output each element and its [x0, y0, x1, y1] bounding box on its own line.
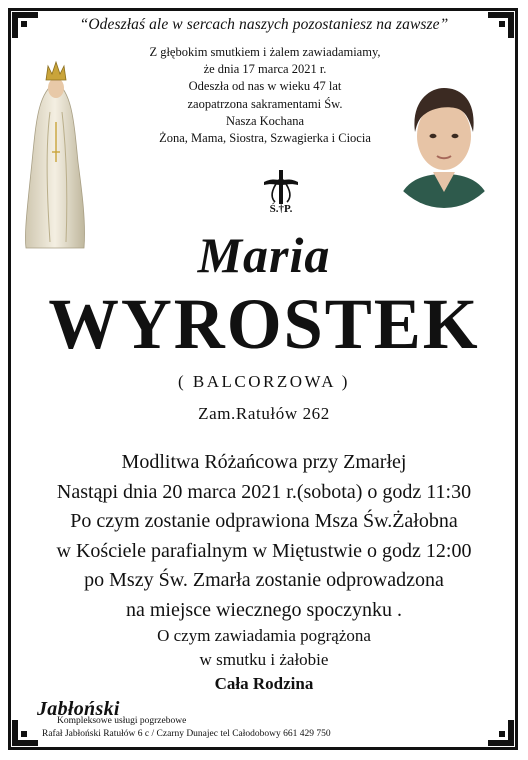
notice-line: O czym zawiadamia pogrążona: [157, 626, 371, 645]
notice-line: w smutku i żałobie: [199, 650, 329, 669]
ceremony-line: w Kościele parafialnym w Miętustwie o godz 12:00: [56, 539, 472, 562]
funeral-home-contact: Rafał Jabłoński Ratułów 6 c / Czarny Dunajec tel Całodobowy 661 429 750: [42, 729, 331, 739]
ceremony-line: Nastąpi dnia 20 marca 2021 r.(sobota) o godz 11:30: [56, 480, 472, 503]
announcement-line: Odeszła od nas w wieku 47 lat: [188, 79, 342, 94]
madonna-statue-image: [16, 52, 92, 252]
ceremony-details: [0, 448, 528, 625]
deceased-portrait-photo: [381, 66, 507, 208]
ceremony-line: Po czym zostanie odprawiona Msza Św.Żałobna: [70, 510, 458, 532]
ceremony-line: po Mszy Św. Zmarła zostanie odprowadzona: [84, 569, 444, 591]
deceased-surname: WYROSTEK: [48, 284, 480, 364]
corner-ornament: [488, 720, 514, 746]
announcement-line: Żona, Mama, Siostra, Szwagierka i Ciocia: [159, 131, 371, 146]
deceased-first-name: Maria: [197, 227, 331, 283]
announcement-line: zaopatrzona sakramentami Św.: [187, 96, 343, 111]
corner-ornament: [12, 720, 38, 746]
residence-address: Zam.Ratułów 262: [198, 404, 330, 423]
ceremony-line: Modlitwa Różańcowa przy Zmarłej: [121, 451, 407, 473]
funeral-home-logo: Jabłoński: [37, 698, 120, 720]
announcement-line: Nasza Kochana: [225, 113, 305, 128]
memorial-quote: “Odeszłaś ale w sercach naszych pozostaniesz na zawsze”: [79, 16, 449, 33]
ceremony-line: na miejsce wiecznego spoczynku .: [125, 598, 402, 621]
maiden-name: ( BALCORZOWA ): [178, 372, 350, 391]
family-signature: Cała Rodzina: [214, 674, 314, 693]
announcement-line: Z głębokim smutkiem i żalem zawiadamiamy,: [149, 45, 381, 59]
rest-in-peace-symbol: Ś.†P.: [269, 203, 293, 215]
announcement-line: że dnia 17 marca 2021 r.: [203, 62, 327, 77]
funeral-home-tagline: Kompleksowe usługi pogrzebowe: [57, 716, 187, 726]
mourning-notice: [0, 624, 528, 696]
